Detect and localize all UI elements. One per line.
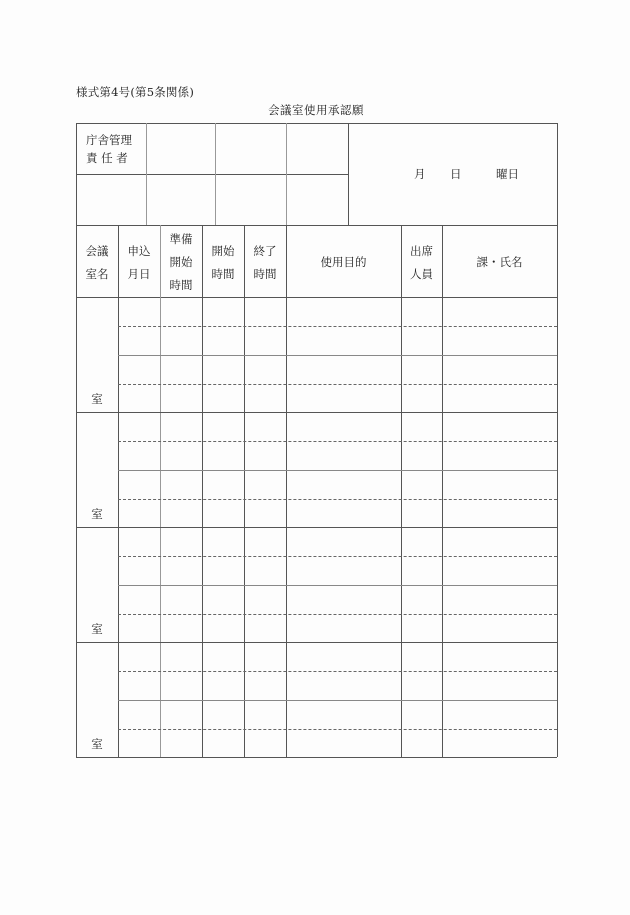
col-header-dept-name: 課・氏名	[476, 255, 523, 269]
room-suffix-label: 室	[91, 507, 103, 521]
col-divider	[202, 225, 203, 757]
row-divider-dashed	[118, 384, 557, 385]
col-header-prep-start-line1: 準備	[169, 232, 193, 246]
date-day-label: 日	[450, 167, 462, 181]
date-weekday-label: 曜日	[496, 167, 519, 181]
col-divider	[286, 225, 287, 757]
col-header-end-time-line2: 時間	[253, 267, 277, 281]
col-header-attendees-line1: 出席	[410, 244, 433, 258]
row-divider-dashed	[118, 326, 557, 327]
room-name-cell[interactable]	[76, 642, 118, 757]
col-header-prep-start-line2: 開始	[169, 255, 193, 269]
col-divider	[118, 225, 119, 757]
col-header-apply-date-line2: 月日	[127, 267, 151, 281]
date-month-label: 月	[414, 167, 426, 181]
col-divider	[244, 225, 245, 757]
room-name-cell[interactable]	[76, 527, 118, 642]
col-header-prep-start-line3: 時間	[169, 278, 193, 292]
row-divider	[118, 470, 557, 471]
manager-label-line1: 庁舎管理	[86, 133, 132, 147]
approval-stamp-cell-6[interactable]	[215, 174, 286, 225]
col-header-apply-date-line1: 申込	[127, 244, 151, 258]
approval-stamp-cell-2[interactable]	[215, 123, 286, 174]
row-divider	[118, 700, 557, 701]
col-header-start-time-line2: 時間	[211, 267, 235, 281]
col-header-attendees-line2: 人員	[410, 267, 433, 281]
room-suffix-label: 室	[91, 737, 103, 751]
form-number: 様式第4号(第5条関係)	[76, 85, 195, 99]
border-bottom	[76, 757, 557, 758]
col-header-start-time-line1: 開始	[211, 244, 235, 258]
col-header-end-time-line1: 終了	[253, 244, 277, 258]
date-cell-divider	[348, 123, 349, 225]
col-divider	[160, 225, 161, 757]
approval-stamp-cell-5[interactable]	[146, 174, 215, 225]
col-divider	[401, 225, 402, 757]
border-right	[557, 123, 558, 757]
group-divider	[76, 642, 557, 643]
room-name-cell[interactable]	[76, 412, 118, 527]
row-divider-dashed	[118, 499, 557, 500]
col-header-room-line1: 会議	[85, 244, 109, 258]
row-divider	[118, 355, 557, 356]
manager-label-line2: 責 任 者	[86, 151, 128, 165]
header-top-line	[76, 225, 557, 226]
group-divider	[76, 527, 557, 528]
room-name-cell[interactable]	[76, 297, 118, 412]
room-suffix-label: 室	[91, 622, 103, 636]
row-divider-dashed	[118, 441, 557, 442]
col-divider	[442, 225, 443, 757]
approval-stamp-cell-7[interactable]	[286, 174, 348, 225]
row-divider	[118, 585, 557, 586]
row-divider-dashed	[118, 729, 557, 730]
row-divider-dashed	[118, 671, 557, 672]
col-header-purpose: 使用目的	[320, 255, 367, 269]
row-divider-dashed	[118, 556, 557, 557]
approval-stamp-cell-4[interactable]	[76, 174, 146, 225]
approval-stamp-cell-3[interactable]	[286, 123, 348, 174]
col-header-room-line2: 室名	[85, 267, 109, 281]
room-suffix-label: 室	[91, 392, 103, 406]
approval-stamp-cell-1[interactable]	[146, 123, 215, 174]
document-title: 会議室使用承認願	[268, 103, 364, 117]
row-divider-dashed	[118, 614, 557, 615]
group-divider	[76, 412, 557, 413]
header-bottom-line	[76, 297, 557, 298]
